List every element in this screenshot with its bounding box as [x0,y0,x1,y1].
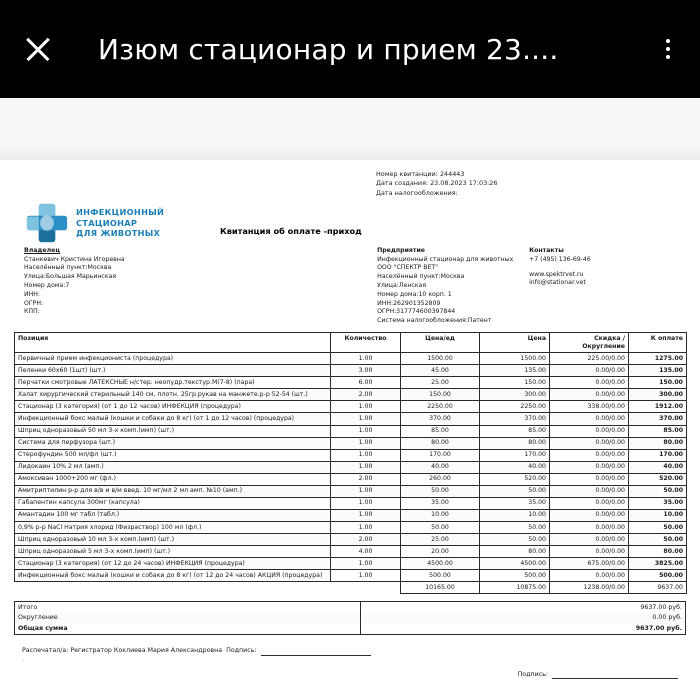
cell-quantity: 2.00 [331,534,401,546]
contacts-block [529,247,686,326]
cell-quantity: 4.00 [331,546,401,558]
totals-row-rounding [15,613,686,624]
cell-position: Стационар (3 категория) (от 12 до 24 часов) ИНФЕКЦИЯ (процедура) [15,558,331,570]
grand-total-value: 9637.00 руб. [360,624,685,635]
cell-payable: 520.00 [629,473,687,485]
cell-position: 0,9% р-р NaCl Натрия хлорид (Физраствор) 100 мл (фл.) [15,522,331,534]
table-row [15,522,687,534]
col-header-position: Позиция [15,333,331,353]
cell-quantity: 2.00 [331,473,401,485]
enterprise-line: Населённый пункт:Москва [377,273,465,281]
table-row [15,377,687,389]
cell-position: Шприц одноразовый 10 мл 3-х комп.(имп) (шт.) [15,534,331,546]
cell-unit-price: 50.00 [401,522,480,534]
cell-unit-price: 85.00 [401,425,480,437]
logo-line-3: ДЛЯ ЖИВОТНЫХ [76,227,161,238]
cell-unit-price: 500.00 [401,570,480,582]
cell-unit-price: 4500.00 [401,558,480,570]
enterprise-line: Инфекционный стационар для животных [377,255,514,263]
cell-discount: 0.00/0.00 [550,546,629,558]
cell-position: Система для перфузора (шт.) [15,437,331,449]
contacts-website[interactable]: www.spektrvet.ru [529,270,584,278]
signature-label-2: Подпись: [517,670,548,678]
cell-payable: 170.00 [629,449,687,461]
col-header-unit-price: Цена/ед [401,333,480,353]
menu-dot [666,47,670,51]
cell-quantity: 1.00 [331,449,401,461]
cell-quantity: 1.00 [331,413,401,425]
cell-discount: 0.00/0.00 [550,534,629,546]
cell-discount: 0.00/0.00 [550,485,629,497]
cell-payable: 50.00 [629,522,687,534]
cell-payable: 370.00 [629,413,687,425]
table-row [15,449,687,461]
enterprise-line: Система налогообложения:Патент [377,317,492,325]
cell-discount: 675.00/0.00 [550,558,629,570]
logo-line-1: ИНФЕКЦИОННЫЙ [76,207,165,218]
col-header-quantity: Количество [331,333,401,353]
cell-unit-price: 170.00 [401,449,480,461]
table-row [15,546,687,558]
cell-quantity: 1.00 [331,570,401,582]
owner-line: Станкевич Кристина Игоревна [24,255,125,263]
contacts-heading: Контакты [529,246,564,254]
footer-dot: . [22,655,25,663]
cell-position: Инфекционный бокс малый (кошки и собаки до 8 кг) (от 1 до 12 часов) (процедура) [15,413,331,425]
cell-payable: 135.00 [629,365,687,377]
col-header-discount: Скидка / Округление [550,333,629,353]
cell-position: Халат хирургический стерильный 140 см, плотн. 25гр.рукав на манжете.р-р 52-54 (шт.) [15,389,331,401]
owner-line: ОГРН: [24,299,44,307]
rounding-label: Округление [15,613,361,624]
cell-unit-price: 80.00 [401,437,480,449]
contacts-email[interactable]: info@stationar.vet [529,279,586,287]
cell-discount: 0.00/0.00 [550,570,629,582]
client-signature-row [14,671,686,679]
cell-price: 40.00 [480,461,550,473]
cell-price: 50.00 [480,522,550,534]
cell-unit-price: 1500.00 [401,353,480,365]
cell-position: Инфекционный бокс малый (кошки и собаки до 8 кг) (от 12 до 24 часов) АКЦИЯ (процедура) [15,570,331,582]
contacts-phone: +7 (495) 136-69-46 [529,255,591,263]
cell-discount: 0.00/0.00 [550,389,629,401]
subtotal-label: Итого [15,602,361,613]
rounding-value: 0.00 руб. [360,613,685,624]
owner-line: ИНН: [24,290,41,298]
cell-discount: 0.00/0.00 [550,377,629,389]
enterprise-heading: Предприятие [377,246,425,254]
cell-position: Амантадин 100 мг табл (табл.) [15,509,331,521]
cell-position: Стерофундин 500 мл/фл (шт.) [15,449,331,461]
table-row [15,534,687,546]
cell-unit-price: 25.00 [401,377,480,389]
table-row [15,497,687,509]
cell-price: 35.00 [480,497,550,509]
table-row [15,425,687,437]
document-header [14,198,686,246]
page-title: Изюм стационар и прием 23.... [98,32,559,66]
cell-unit-price: 2250.00 [401,401,480,413]
table-row [15,473,687,485]
cell-price: 1500.00 [480,353,550,365]
cell-quantity: 1.00 [331,437,401,449]
owner-block [24,247,377,326]
cell-position: Первичный прием инфекциониста (процедура) [15,353,331,365]
enterprise-line: ИНН:262901352809 [377,299,441,307]
col-header-payable: К оплате [629,333,687,353]
cell-quantity: 6.00 [331,377,401,389]
cell-quantity: 1.00 [331,558,401,570]
foot-unit-price-total: 10165.00 [401,582,480,594]
table-row [15,437,687,449]
grand-total-label: Общая сумма [15,624,361,635]
cell-discount: 0.00/0.00 [550,509,629,521]
cell-discount: 0.00/0.00 [550,461,629,473]
enterprise-line: ОГРН:317774600397844 [377,308,456,316]
cell-quantity: 1.00 [331,401,401,413]
clinic-logo [24,202,164,244]
table-row [15,570,687,582]
cell-discount: 0.00/0.00 [550,497,629,509]
table-row [15,353,687,365]
cell-unit-price: 370.00 [401,413,480,425]
cell-price: 150.00 [480,377,550,389]
cell-position: Шприц одноразовый 50 мл 3-х комп.(имп) (шт.) [15,425,331,437]
cell-quantity: 1.00 [331,425,401,437]
table-row [15,509,687,521]
col-header-price: Цена [480,333,550,353]
cell-discount: 0.00/0.00 [550,425,629,437]
cell-position: Пеленки 60х60 (1шт) (шт.) [15,365,331,377]
document-sheet [0,160,700,679]
cell-price: 4500.00 [480,558,550,570]
owner-heading: Владелец [24,246,60,254]
owner-line: КПП: [24,308,40,316]
cell-quantity: 1.00 [331,353,401,365]
cell-position: Перчатки смотровые ЛАТЕКСНЫЕ н/стер. неопудр.текстур.М(7-8) (пара) [15,377,331,389]
cell-payable: 500.00 [629,570,687,582]
table-row [15,365,687,377]
cell-price: 520.00 [480,473,550,485]
cell-unit-price: 150.00 [401,389,480,401]
owner-line: Улица:Большая Марьинская [24,273,117,281]
parties-info [14,247,686,326]
cell-price: 135.00 [480,365,550,377]
printed-by-row [14,647,686,655]
cell-discount: 0.00/0.00 [550,522,629,534]
logo-text [76,207,164,238]
cell-payable: 80.00 [629,546,687,558]
cell-position: Стационар (3 категория) (от 1 до 12 часов) ИНФЕКЦИЯ (процедура) [15,401,331,413]
table-total-row [15,582,687,594]
cell-discount: 338.00/0.00 [550,401,629,413]
cell-price: 170.00 [480,449,550,461]
cell-price: 50.00 [480,485,550,497]
cell-price: 80.00 [480,437,550,449]
totals-row-subtotal [15,602,686,613]
cell-position: Лидокаин 10% 2 мл (амп.) [15,461,331,473]
totals-table [14,601,686,635]
cell-unit-price: 20.00 [401,546,480,558]
cell-payable: 85.00 [629,425,687,437]
table-header-row [15,333,687,353]
cell-price: 85.00 [480,425,550,437]
overflow-menu-icon[interactable] [654,29,682,69]
cell-discount: 0.00/0.00 [550,449,629,461]
foot-spacer [331,582,401,594]
close-icon[interactable] [18,29,58,69]
foot-discount-total: 1238.00/0.00 [550,582,629,594]
foot-payable-total: 9637.00 [629,582,687,594]
created-date: Дата создания: 23.08.2023 17:03:26 [376,179,498,188]
signature-line-2 [552,672,678,679]
table-row [15,461,687,473]
cell-payable: 1275.00 [629,353,687,365]
cell-quantity: 2.00 [331,389,401,401]
cell-payable: 1912.00 [629,401,687,413]
foot-spacer [15,582,331,594]
enterprise-line: ООО "СПЕКТР ВЕТ" [377,264,439,272]
document-title: Квитанция об оплате -приход [220,225,362,236]
app-bar [0,0,700,98]
table-row [15,401,687,413]
cell-price: 300.00 [480,389,550,401]
cell-payable: 3825.00 [629,558,687,570]
cell-position: Габапентин капсула 300мг (капсула) [15,497,331,509]
cell-unit-price: 50.00 [401,485,480,497]
cell-quantity: 1.00 [331,485,401,497]
cell-discount: 0.00/0.00 [550,437,629,449]
cell-price: 50.00 [480,534,550,546]
cell-payable: 50.00 [629,485,687,497]
cell-unit-price: 25.00 [401,534,480,546]
cell-quantity: 1.00 [331,497,401,509]
tax-date: Дата налогообложения: [376,188,458,197]
cell-unit-price: 260.00 [401,473,480,485]
foot-price-total: 10875.00 [480,582,550,594]
signature-label: Подпись: [226,647,257,655]
owner-line: Населённый пункт:Москва [24,264,112,272]
cell-payable: 10.00 [629,509,687,521]
cell-discount: 225.00/0.00 [550,353,629,365]
cell-unit-price: 45.00 [401,365,480,377]
items-table [14,332,687,594]
table-row [15,558,687,570]
subtotal-value: 9637.00 руб. [360,602,685,613]
cell-payable: 300.00 [629,389,687,401]
cell-unit-price: 10.00 [401,509,480,521]
cell-position: Шприц одноразовый 5 мл 3-х комп.(имп) (шт.) [15,546,331,558]
cell-payable: 50.00 [629,534,687,546]
cell-payable: 40.00 [629,461,687,473]
cell-quantity: 1.00 [331,522,401,534]
cell-unit-price: 35.00 [401,497,480,509]
cell-price: 2250.00 [480,401,550,413]
cell-discount: 0.00/0.00 [550,413,629,425]
cell-payable: 150.00 [629,377,687,389]
table-row [15,485,687,497]
totals-row-grand [15,624,686,635]
cell-payable: 80.00 [629,437,687,449]
cross-logo-icon [24,202,70,244]
logo-line-2: СТАЦИОНАР [76,217,138,228]
table-row [15,413,687,425]
enterprise-line: Номер дома:10 корп. 1 [377,290,452,298]
cell-payable: 35.00 [629,497,687,509]
items-table-head [15,333,687,353]
cell-discount: 0.00/0.00 [550,473,629,485]
cell-quantity: 1.00 [331,461,401,473]
menu-dot [666,39,670,43]
cell-discount: 0.00/0.00 [550,365,629,377]
table-row [15,389,687,401]
owner-line: Номер дома:7 [24,282,70,290]
cell-price: 10.00 [480,509,550,521]
cell-quantity: 1.00 [331,509,401,521]
cell-price: 80.00 [480,546,550,558]
cell-price: 370.00 [480,413,550,425]
printed-by-text: Распечатал/a: Регистратор Коклиева Мария Александровна [22,647,223,655]
cell-unit-price: 40.00 [401,461,480,473]
receipt-number: Номер квитанции: 244443 [376,170,465,178]
items-table-body [15,353,687,582]
signature-line [261,649,371,656]
cell-quantity: 3.00 [331,365,401,377]
receipt-meta [14,160,686,198]
cell-position: Амитриптилин р-р для в/в и в/м введ. 10 мг/мл 2 мл амп. №10 (амп.) [15,485,331,497]
items-table-foot [15,582,687,594]
enterprise-line: Улица:Ленская [377,282,427,290]
cell-price: 500.00 [480,570,550,582]
menu-dot [666,55,670,59]
cell-position: Амоксиван 1000+200 мг (фл.) [15,473,331,485]
toolbar-band [0,98,700,160]
enterprise-block [377,247,529,326]
